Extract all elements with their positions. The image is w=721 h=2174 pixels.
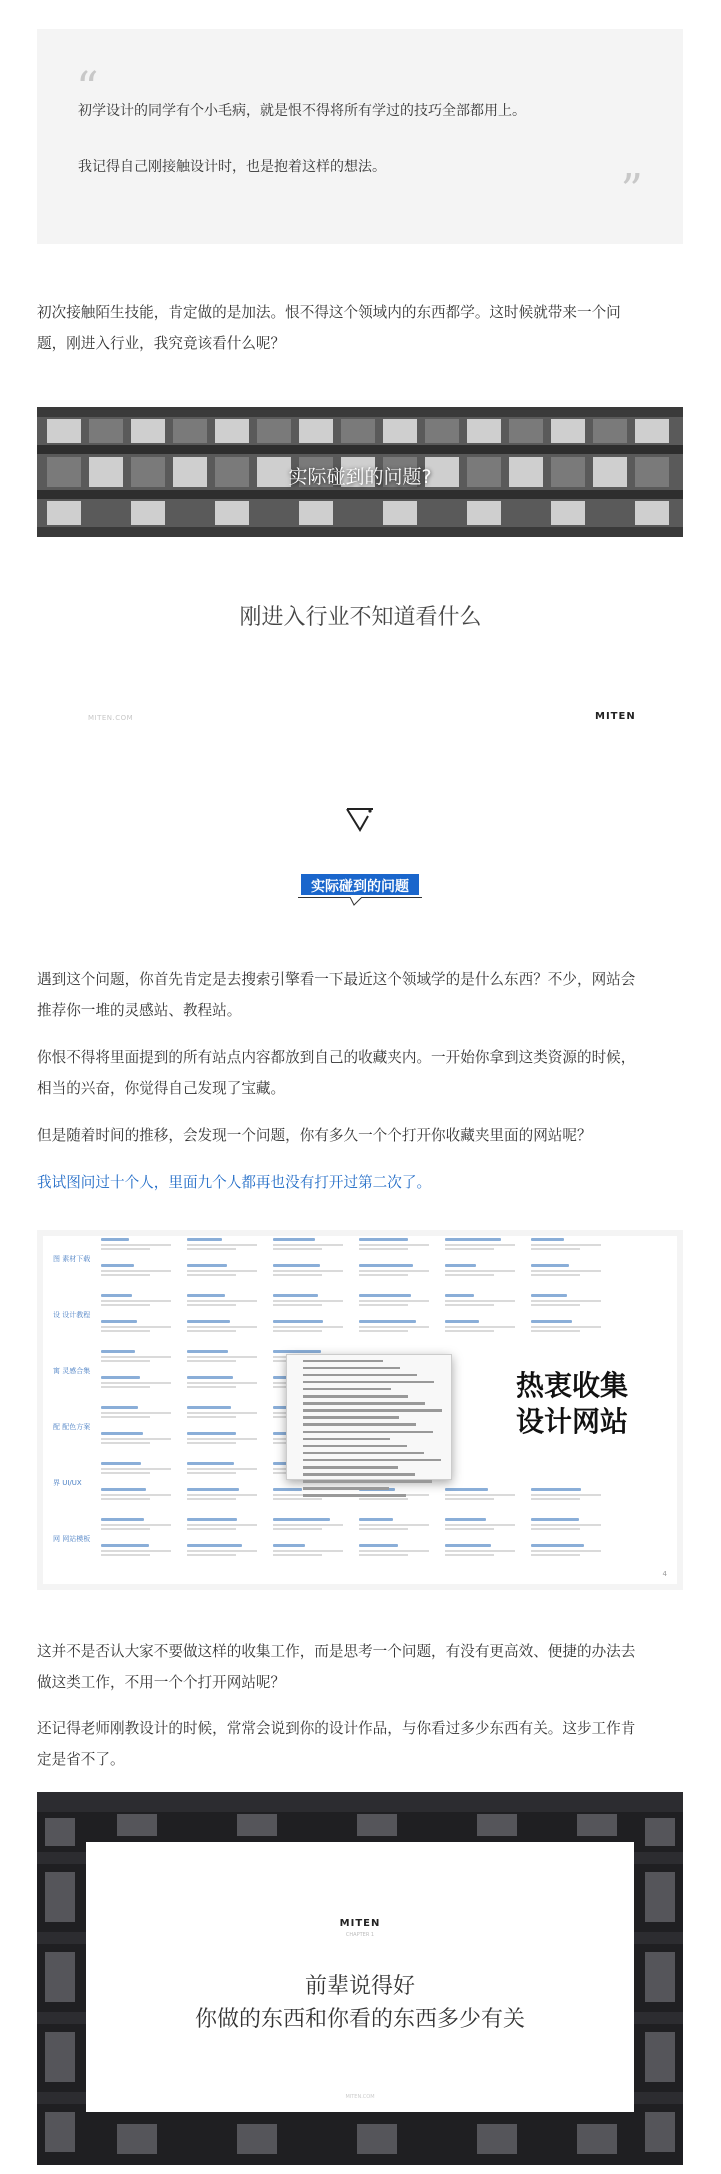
card-site-label: MITEN.COM [345, 2094, 375, 2100]
card-headline-2: 你做的东西和你看的东西多少有关 [194, 2007, 525, 2032]
speech-pointer-icon [350, 897, 368, 907]
bookmark-line [303, 1494, 406, 1497]
site-entry [187, 1376, 257, 1392]
site-entry [359, 1518, 429, 1534]
card-headline-1: 前辈说得好 [304, 1974, 415, 1999]
paragraph-line: 初次接触陌生技能，肯定做的是加法。恨不得这个领域内的东西都学。这时候就带来一个问 [37, 304, 621, 321]
slide-brand-logo: MITEN [595, 711, 636, 722]
quote-card [86, 1842, 634, 2112]
banner-title: 实际碰到的问题? [288, 466, 432, 488]
site-entry [187, 1518, 257, 1534]
bookmark-line [303, 1459, 441, 1462]
collection-title-line-1: 热衷收集 [515, 1369, 628, 1402]
bookmark-line [303, 1445, 407, 1448]
site-entry [187, 1544, 257, 1560]
section-heading-label: 实际碰到的问题 [311, 879, 409, 895]
paragraph-line: 相当的兴奋，你觉得自己发现了宝藏。 [37, 1080, 286, 1097]
site-entry [187, 1488, 257, 1504]
quote-close-mark: ” [620, 165, 643, 216]
bookmark-menu-graphic [286, 1354, 452, 1480]
category-label: 界 UI/UX [53, 1479, 82, 1487]
site-entry [273, 1544, 343, 1560]
site-entry [101, 1320, 171, 1336]
category-label: 设 设计教程 [53, 1311, 91, 1319]
site-entry [359, 1320, 429, 1336]
section-heading [298, 872, 422, 902]
site-entry [445, 1264, 515, 1280]
site-entry [273, 1320, 343, 1336]
site-entry [531, 1544, 601, 1560]
site-entry [187, 1238, 257, 1254]
quote-line-2: 我记得自己刚接触设计时，也是抱着这样的想法。 [78, 159, 386, 175]
site-entry [187, 1320, 257, 1336]
site-entry [187, 1264, 257, 1280]
bookmark-line [303, 1395, 408, 1398]
site-entry [273, 1294, 343, 1310]
collection-screenshot [37, 1230, 683, 1590]
site-entry [101, 1294, 171, 1310]
quote-line-1: 初学设计的同学有个小毛病，就是恨不得将所有学过的技巧全部都用上。 [78, 103, 526, 119]
category-label: 寓 灵感合集 [53, 1367, 91, 1375]
card-brand-logo: MITEN [339, 1918, 381, 1929]
paragraph-line: 题，刚进入行业，我究竟该看什么呢？ [37, 335, 286, 352]
bookmark-line [303, 1473, 415, 1476]
paragraph-line: 但是随着时间的推移，会发现一个问题，你有多久一个个打开你收藏夹里面的网站呢？ [37, 1127, 592, 1144]
slide-site-label: MITEN.COM [88, 714, 134, 722]
bookmark-line [303, 1381, 434, 1384]
site-entry [101, 1350, 171, 1366]
site-entry [445, 1518, 515, 1534]
quote-slide-image [37, 1792, 683, 2165]
paragraph-efficiency [37, 1636, 683, 1698]
collection-grid [43, 1236, 677, 1584]
paragraph-line: 我试图问过十个人，里面九个人都再也没有打开过第二次了。 [37, 1174, 432, 1191]
paragraph-line: 还记得老师刚教设计的时候，常常会说到你的设计作品，与你看过多少东西有关。这步工作肯 [37, 1720, 636, 1737]
site-entry [531, 1320, 601, 1336]
site-entry [531, 1488, 601, 1504]
collection-title-line-2: 设计网站 [515, 1405, 628, 1438]
site-entry [273, 1238, 343, 1254]
paragraph-line: 做这类工作，不用一个个打开网站呢？ [37, 1674, 286, 1691]
bookmark-line [303, 1431, 433, 1434]
bookmark-line [303, 1360, 383, 1363]
banner-image [37, 407, 683, 537]
bookmark-line [303, 1402, 425, 1405]
card-chapter-label: CHAPTER 1 [345, 1932, 375, 1938]
site-entry [273, 1264, 343, 1280]
site-entry [531, 1238, 601, 1254]
bookmark-line [303, 1466, 398, 1469]
site-entry [187, 1294, 257, 1310]
site-entry [531, 1518, 601, 1534]
bookmark-line [303, 1409, 442, 1412]
bookmark-line [303, 1416, 399, 1419]
site-entry [187, 1406, 257, 1422]
category-label: 配 配色方案 [53, 1423, 91, 1431]
triangle-divider-icon [345, 806, 375, 834]
site-entry [187, 1462, 257, 1478]
bookmark-line [303, 1480, 432, 1483]
bookmark-line [303, 1487, 389, 1490]
paragraph-line: 这并不是否认大家不要做这样的收集工作，而是思考一个问题，有没有更高效、便捷的办法去 [37, 1643, 636, 1660]
paragraph-teacher [37, 1713, 683, 1775]
site-entry [531, 1264, 601, 1280]
paragraph-line: 推荐你一堆的灵感站、教程站。 [37, 1002, 242, 1019]
site-entry [445, 1294, 515, 1310]
paragraph-line: 定是省不了。 [37, 1751, 125, 1768]
site-entry [359, 1294, 429, 1310]
site-entry [359, 1544, 429, 1560]
site-entry [359, 1264, 429, 1280]
site-entry [101, 1264, 171, 1280]
bookmark-line [303, 1388, 391, 1391]
site-entry [187, 1350, 257, 1366]
paragraph-intro [37, 297, 683, 359]
paragraph-bookmarks [37, 1042, 683, 1104]
bookmark-line [303, 1367, 400, 1370]
site-entry [101, 1238, 171, 1254]
quote-block [37, 29, 683, 244]
site-entry [445, 1320, 515, 1336]
site-entry [101, 1462, 171, 1478]
site-entry [101, 1376, 171, 1392]
site-entry [187, 1432, 257, 1448]
paragraph-search [37, 964, 683, 1026]
site-entry [445, 1488, 515, 1504]
page-number: 4 [662, 1570, 667, 1578]
paragraph-highlight [37, 1167, 683, 1198]
bookmark-line [303, 1438, 390, 1441]
quote-open-mark: “ [76, 63, 99, 114]
site-entry [445, 1544, 515, 1560]
category-label: 网 网站模板 [53, 1535, 91, 1543]
bookmark-line [303, 1423, 416, 1426]
bookmark-line [303, 1452, 424, 1455]
site-entry [101, 1488, 171, 1504]
site-entry [101, 1544, 171, 1560]
site-entry [101, 1518, 171, 1534]
site-entry [445, 1238, 515, 1254]
category-label: 图 素材下载 [53, 1255, 91, 1263]
collection-title [502, 1368, 642, 1440]
site-entry [101, 1406, 171, 1422]
bookmark-line [303, 1374, 417, 1377]
site-entry [101, 1432, 171, 1448]
paragraph-line: 遇到这个问题，你首先肯定是去搜索引擎看一下最近这个领域学的是什么东西？不少，网站会 [37, 971, 636, 988]
site-entry [359, 1238, 429, 1254]
site-entry [531, 1294, 601, 1310]
site-entry [273, 1518, 343, 1534]
slide-title: 刚进入行业不知道看什么 [239, 605, 482, 630]
paragraph-question [37, 1120, 683, 1151]
paragraph-line: 你恨不得将里面提到的所有站点内容都放到自己的收藏夹内。一开始你拿到这类资源的时候， [37, 1049, 636, 1066]
